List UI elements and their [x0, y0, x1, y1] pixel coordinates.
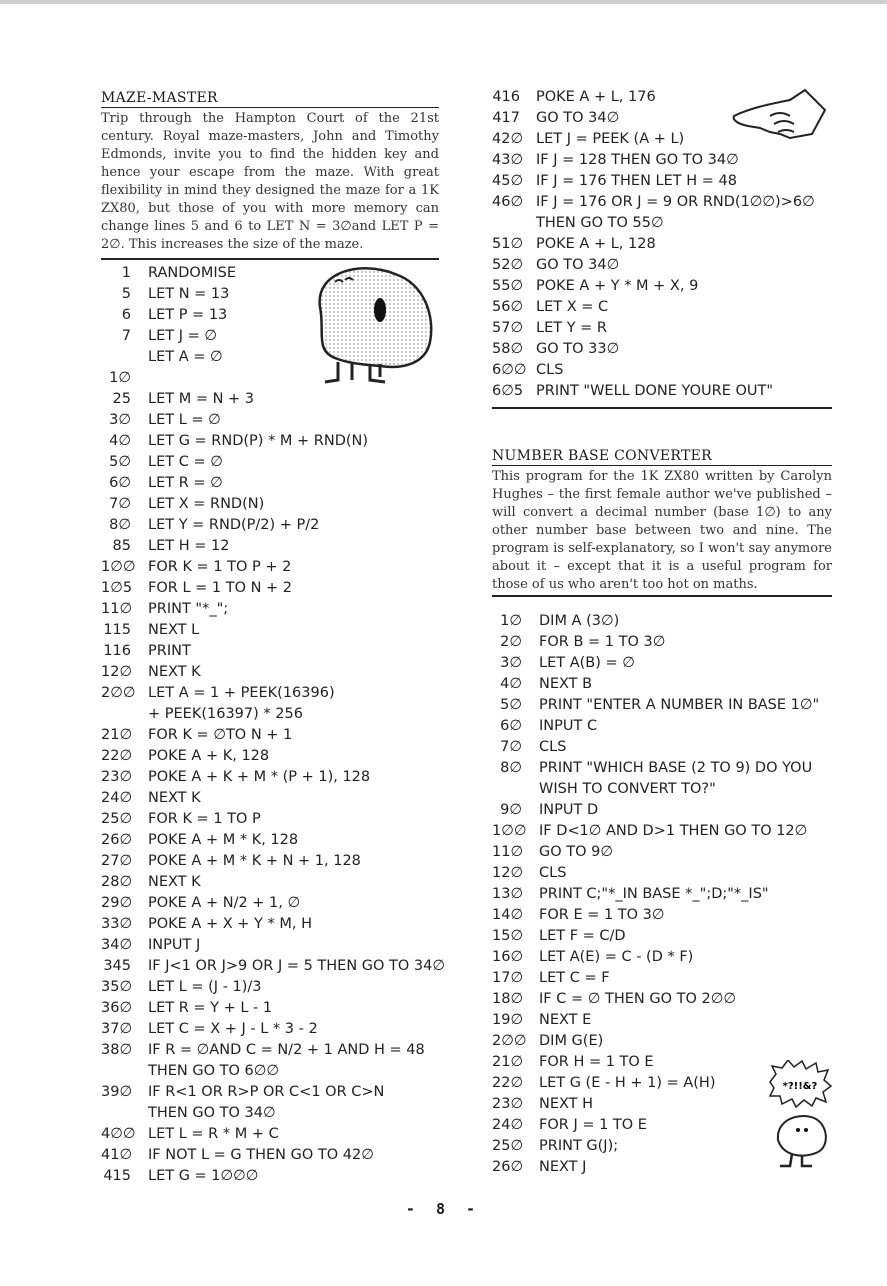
- code-statement: FOR K = ∅TO N + 1: [148, 727, 293, 743]
- code-statement: POKE A + L, 176: [536, 89, 656, 105]
- code-statement: LET A(E) = C - (D * F): [539, 949, 694, 965]
- code-line: [492, 1031, 832, 1052]
- code-statement: FOR K = 1 TO P + 2: [148, 559, 292, 575]
- code-statement: POKE A + K + M * (P + 1), 128: [148, 769, 371, 785]
- line-number: 23∅: [492, 1096, 524, 1112]
- line-number: 24∅: [101, 790, 133, 806]
- line-number: 55∅: [492, 278, 524, 294]
- divider: [492, 595, 832, 597]
- line-number: 41∅: [101, 1147, 133, 1163]
- code-statement: LET A(B) = ∅: [539, 655, 635, 671]
- code-line: [492, 863, 832, 884]
- code-statement: GO TO 34∅: [536, 257, 620, 273]
- line-number: 7∅: [500, 739, 522, 755]
- code-line: [492, 737, 832, 758]
- line-number: 115: [103, 622, 131, 638]
- blob-character-illustration: [300, 262, 440, 392]
- code-line: [101, 935, 439, 956]
- line-number: 4∅∅: [101, 1126, 136, 1142]
- line-number: 18∅: [492, 991, 524, 1007]
- line-number: 5: [121, 286, 131, 302]
- code-statement: POKE A + L, 128: [536, 236, 656, 252]
- line-number: 56∅: [492, 299, 524, 315]
- code-statement: LET L = (J - 1)/3: [148, 979, 262, 995]
- code-statement: CLS: [539, 739, 567, 755]
- code-line: [101, 1124, 439, 1145]
- code-statement: PRINT "WHICH BASE (2 TO 9) DO YOU: [539, 760, 813, 776]
- line-number: 25∅: [101, 811, 133, 827]
- line-number: 33∅: [101, 916, 133, 932]
- code-line: [492, 674, 832, 695]
- line-number: 2∅: [500, 634, 522, 650]
- line-number: 52∅: [492, 257, 524, 273]
- code-statement: NEXT K: [148, 874, 201, 890]
- line-number: 7: [121, 328, 131, 344]
- line-number: 43∅: [492, 152, 524, 168]
- line-number: 6: [121, 307, 131, 323]
- code-statement: IF NOT L = G THEN GO TO 42∅: [148, 1147, 374, 1163]
- code-statement: NEXT B: [539, 676, 593, 692]
- line-number: 5∅: [500, 697, 522, 713]
- code-line: [492, 821, 832, 842]
- line-number: 24∅: [492, 1117, 524, 1133]
- code-statement: THEN GO TO 34∅: [148, 1105, 276, 1121]
- code-statement: LET M = N + 3: [148, 391, 255, 407]
- page-number: - 8 -: [405, 1200, 482, 1218]
- code-statement: CLS: [539, 865, 567, 881]
- line-number: 8∅: [500, 760, 522, 776]
- code-statement: LET A = ∅: [148, 349, 223, 365]
- code-line: [101, 1145, 439, 1166]
- line-number: 416: [492, 89, 520, 105]
- code-statement: LET L = R * M + C: [148, 1126, 279, 1142]
- line-number: 16∅: [492, 949, 524, 965]
- code-line: [101, 998, 439, 1019]
- line-number: 27∅: [101, 853, 133, 869]
- line-number: 3∅: [500, 655, 522, 671]
- code-line: [101, 410, 439, 431]
- scan-top-edge: [0, 0, 887, 4]
- divider: [492, 407, 832, 409]
- code-line: [492, 171, 832, 192]
- code-statement: LET R = Y + L - 1: [148, 1000, 273, 1016]
- code-line: [101, 431, 439, 452]
- line-number: 12∅: [492, 865, 524, 881]
- code-line: [492, 695, 832, 716]
- line-number: 12∅: [101, 664, 133, 680]
- line-number: 9∅: [500, 802, 522, 818]
- code-line: [492, 716, 832, 737]
- line-number: 23∅: [101, 769, 133, 785]
- line-number: 11∅: [101, 601, 133, 617]
- maze-master-intro: Trip through the Hampton Court of the 21st century. Royal maze-masters, John and Timothy Edmonds, invite you to find the hidden key and hence your escape from the maze. With great flexibility in mind they designed the maze for a 1K ZX80, but those of you with more memory can change lines 5 and 6 to LET N = 3∅and LET P = 2∅. This increases the size of the maze.: [101, 111, 439, 252]
- code-line: [101, 809, 439, 830]
- line-number: 14∅: [492, 907, 524, 923]
- line-number: 1: [121, 265, 131, 281]
- maze-master-title: MAZE-MASTER: [101, 90, 439, 108]
- code-statement: CLS: [536, 362, 564, 378]
- code-statement: DIM A (3∅): [539, 613, 620, 629]
- code-line: [492, 213, 832, 234]
- line-number: 51∅: [492, 236, 524, 252]
- code-line: [101, 851, 439, 872]
- line-number: 6∅: [109, 475, 131, 491]
- line-number: 5∅: [109, 454, 131, 470]
- code-statement: + PEEK(16397) * 256: [148, 706, 303, 722]
- line-number: 42∅: [492, 131, 524, 147]
- code-statement: LET Y = R: [536, 320, 608, 336]
- line-number: 345: [103, 958, 131, 974]
- line-number: 13∅: [492, 886, 524, 902]
- code-line: [101, 536, 439, 557]
- code-line: [101, 725, 439, 746]
- code-statement: FOR J = 1 TO E: [539, 1117, 647, 1133]
- code-statement: POKE A + M * K + N + 1, 128: [148, 853, 361, 869]
- code-line: [492, 968, 832, 989]
- code-line: [492, 779, 832, 800]
- code-statement: INPUT J: [148, 937, 201, 953]
- code-line: [101, 1082, 439, 1103]
- line-number: 21∅: [492, 1054, 524, 1070]
- code-statement: LET X = RND(N): [148, 496, 265, 512]
- maze-master-article: [101, 87, 446, 1184]
- code-statement: FOR E = 1 TO 3∅: [539, 907, 665, 923]
- line-number: 21∅: [101, 727, 133, 743]
- code-statement: FOR H = 1 TO E: [539, 1054, 654, 1070]
- code-line: [101, 1040, 439, 1061]
- converter-title: NUMBER BASE CONVERTER: [492, 448, 832, 466]
- line-number: 417: [492, 110, 520, 126]
- code-line: [101, 641, 439, 662]
- code-statement: POKE A + X + Y * M, H: [148, 916, 312, 932]
- line-number: 35∅: [101, 979, 133, 995]
- code-line: [492, 318, 832, 339]
- code-line: [101, 977, 439, 998]
- code-statement: IF J<1 OR J>9 OR J = 5 THEN GO TO 34∅: [148, 958, 446, 974]
- code-statement: LET G = 1∅∅∅: [148, 1168, 259, 1184]
- line-number: 2∅∅: [101, 685, 136, 701]
- code-line: [492, 339, 832, 360]
- line-number: 29∅: [101, 895, 133, 911]
- divider: [101, 258, 439, 260]
- line-number: 8∅: [109, 517, 131, 533]
- line-number: 22∅: [492, 1075, 524, 1091]
- code-statement: FOR L = 1 TO N + 2: [148, 580, 293, 596]
- code-statement: NEXT J: [539, 1159, 587, 1175]
- line-number: 34∅: [101, 937, 133, 953]
- code-statement: LET A = 1 + PEEK(16396): [148, 685, 335, 701]
- code-line: [101, 872, 439, 893]
- code-line: [492, 653, 832, 674]
- code-statement: LET J = PEEK (A + L): [536, 131, 685, 147]
- code-line: [492, 297, 832, 318]
- code-statement: PRINT "WELL DONE YOURE OUT": [536, 383, 774, 399]
- code-line: [101, 1103, 439, 1124]
- code-line: [101, 1166, 439, 1187]
- line-number: 58∅: [492, 341, 524, 357]
- code-line: [492, 255, 832, 276]
- line-number: 1∅: [109, 370, 131, 386]
- code-statement: LET C = ∅: [148, 454, 223, 470]
- pointing-hand-icon: [730, 86, 830, 146]
- line-number: 26∅: [101, 832, 133, 848]
- code-statement: LET C = X + J - L * 3 - 2: [148, 1021, 318, 1037]
- code-line: [101, 557, 439, 578]
- line-number: 45∅: [492, 173, 524, 189]
- converter-intro: This program for the 1K ZX80 written by Carolyn Hughes – the first female author we've published – will convert a decimal number (base 1∅) to any other number base between two and nine. The program is self-explanatory, so I won't say anymore about it – except that it is a useful program for those of us who aren't too hot on maths.: [492, 469, 832, 592]
- code-line: [101, 452, 439, 473]
- code-line: [492, 276, 832, 297]
- code-statement: THEN GO TO 6∅∅: [148, 1063, 280, 1079]
- code-statement: LET L = ∅: [148, 412, 221, 428]
- line-number: 19∅: [492, 1012, 524, 1028]
- line-number: 46∅: [492, 194, 524, 210]
- code-statement: LET P = 13: [148, 307, 228, 323]
- code-statement: LET J = ∅: [148, 328, 217, 344]
- line-number: 26∅: [492, 1159, 524, 1175]
- code-statement: IF D<1∅ AND D>1 THEN GO TO 12∅: [539, 823, 808, 839]
- code-line: [492, 192, 832, 213]
- code-statement: LET H = 12: [148, 538, 230, 554]
- code-statement: PRINT G(J);: [539, 1138, 619, 1154]
- code-line: [492, 632, 832, 653]
- code-statement: PRINT "ENTER A NUMBER IN BASE 1∅": [539, 697, 820, 713]
- code-line: [492, 150, 832, 171]
- code-statement: FOR K = 1 TO P: [148, 811, 261, 827]
- line-number: 11∅: [492, 844, 524, 860]
- code-statement: POKE A + Y * M + X, 9: [536, 278, 699, 294]
- code-statement: GO TO 33∅: [536, 341, 620, 357]
- code-line: [492, 758, 832, 779]
- code-line: [101, 599, 439, 620]
- code-line: [101, 515, 439, 536]
- code-line: [101, 788, 439, 809]
- code-line: [492, 800, 832, 821]
- line-number: 39∅: [101, 1084, 133, 1100]
- code-line: [492, 360, 832, 381]
- code-statement: NEXT L: [148, 622, 200, 638]
- line-number: 28∅: [101, 874, 133, 890]
- code-line: [492, 989, 832, 1010]
- number-base-converter-article: [492, 445, 832, 594]
- line-number: 25: [112, 391, 131, 407]
- code-statement: LET R = ∅: [148, 475, 223, 491]
- line-number: 85: [112, 538, 131, 554]
- line-number: 1∅5: [101, 580, 133, 596]
- code-line: [492, 611, 832, 632]
- code-statement: POKE A + M * K, 128: [148, 832, 299, 848]
- code-statement: LET Y = RND(P/2) + P/2: [148, 517, 320, 533]
- code-line: [492, 926, 832, 947]
- line-number: 6∅∅: [492, 362, 527, 378]
- line-number: 1∅∅: [101, 559, 136, 575]
- exclamation-text: *?!!&?: [782, 1081, 818, 1092]
- code-line: [101, 578, 439, 599]
- maze-master-listing: [101, 263, 446, 1187]
- code-statement: DIM G(E): [539, 1033, 604, 1049]
- line-number: 37∅: [101, 1021, 133, 1037]
- line-number: 116: [103, 643, 131, 659]
- line-number: 7∅: [109, 496, 131, 512]
- code-statement: IF J = 128 THEN GO TO 34∅: [536, 152, 739, 168]
- code-statement: INPUT C: [539, 718, 598, 734]
- code-statement: NEXT H: [539, 1096, 594, 1112]
- exclaiming-blob-illustration: [768, 1060, 832, 1170]
- code-statement: POKE A + N/2 + 1, ∅: [148, 895, 301, 911]
- code-statement: NEXT K: [148, 790, 201, 806]
- code-line: [492, 1010, 832, 1031]
- code-statement: THEN GO TO 55∅: [536, 215, 664, 231]
- line-number: 25∅: [492, 1138, 524, 1154]
- code-line: [101, 662, 439, 683]
- code-line: [101, 494, 439, 515]
- code-statement: WISH TO CONVERT TO?": [539, 781, 716, 797]
- code-statement: LET N = 13: [148, 286, 230, 302]
- code-statement: POKE A + K, 128: [148, 748, 270, 764]
- code-line: [492, 381, 832, 402]
- code-statement: PRINT C;"*_IN BASE *_";D;"*_IS": [539, 886, 769, 902]
- code-statement: FOR B = 1 TO 3∅: [539, 634, 666, 650]
- code-line: [101, 473, 439, 494]
- code-line: [101, 767, 439, 788]
- line-number: 1∅: [500, 613, 522, 629]
- code-statement: IF R<1 OR R>P OR C<1 OR C>N: [148, 1084, 385, 1100]
- line-number: 36∅: [101, 1000, 133, 1016]
- code-statement: RANDOMISE: [148, 265, 236, 281]
- code-statement: LET G = RND(P) * M + RND(N): [148, 433, 369, 449]
- code-line: [101, 1061, 439, 1082]
- line-number: 3∅: [109, 412, 131, 428]
- line-number: 2∅∅: [492, 1033, 527, 1049]
- code-statement: LET C = F: [539, 970, 610, 986]
- code-line: [101, 746, 439, 767]
- line-number: 17∅: [492, 970, 524, 986]
- code-line: [101, 1019, 439, 1040]
- code-statement: PRINT: [148, 643, 191, 659]
- code-line: [101, 683, 439, 704]
- code-statement: GO TO 9∅: [539, 844, 613, 860]
- line-number: 57∅: [492, 320, 524, 336]
- line-number: 15∅: [492, 928, 524, 944]
- line-number: 1∅∅: [492, 823, 527, 839]
- code-line: [101, 914, 439, 935]
- line-number: 4∅: [500, 676, 522, 692]
- code-line: [101, 620, 439, 641]
- code-line: [101, 956, 446, 977]
- code-statement: NEXT K: [148, 664, 201, 680]
- line-number: 22∅: [101, 748, 133, 764]
- code-line: [101, 704, 439, 725]
- code-statement: LET F = C/D: [539, 928, 626, 944]
- code-line: [492, 842, 832, 863]
- code-line: [492, 234, 832, 255]
- code-statement: LET X = C: [536, 299, 609, 315]
- line-number: 38∅: [101, 1042, 133, 1058]
- line-number: 4∅: [109, 433, 131, 449]
- code-statement: IF J = 176 OR J = 9 OR RND(1∅∅)>6∅: [536, 194, 815, 210]
- code-line: [101, 830, 439, 851]
- code-statement: IF J = 176 THEN LET H = 48: [536, 173, 737, 189]
- code-statement: INPUT D: [539, 802, 599, 818]
- code-statement: IF C = ∅ THEN GO TO 2∅∅: [539, 991, 736, 1007]
- code-line: [492, 947, 832, 968]
- line-number: 415: [103, 1168, 131, 1184]
- code-statement: LET G (E - H + 1) = A(H): [539, 1075, 716, 1091]
- line-number: 6∅5: [492, 383, 524, 399]
- code-line: [492, 884, 832, 905]
- code-line: [492, 905, 832, 926]
- code-statement: GO TO 34∅: [536, 110, 620, 126]
- code-line: [101, 893, 439, 914]
- code-statement: NEXT E: [539, 1012, 592, 1028]
- code-statement: PRINT "*_";: [148, 601, 229, 617]
- line-number: 6∅: [500, 718, 522, 734]
- code-line: [101, 389, 439, 410]
- code-statement: IF R = ∅AND C = N/2 + 1 AND H = 48: [148, 1042, 425, 1058]
